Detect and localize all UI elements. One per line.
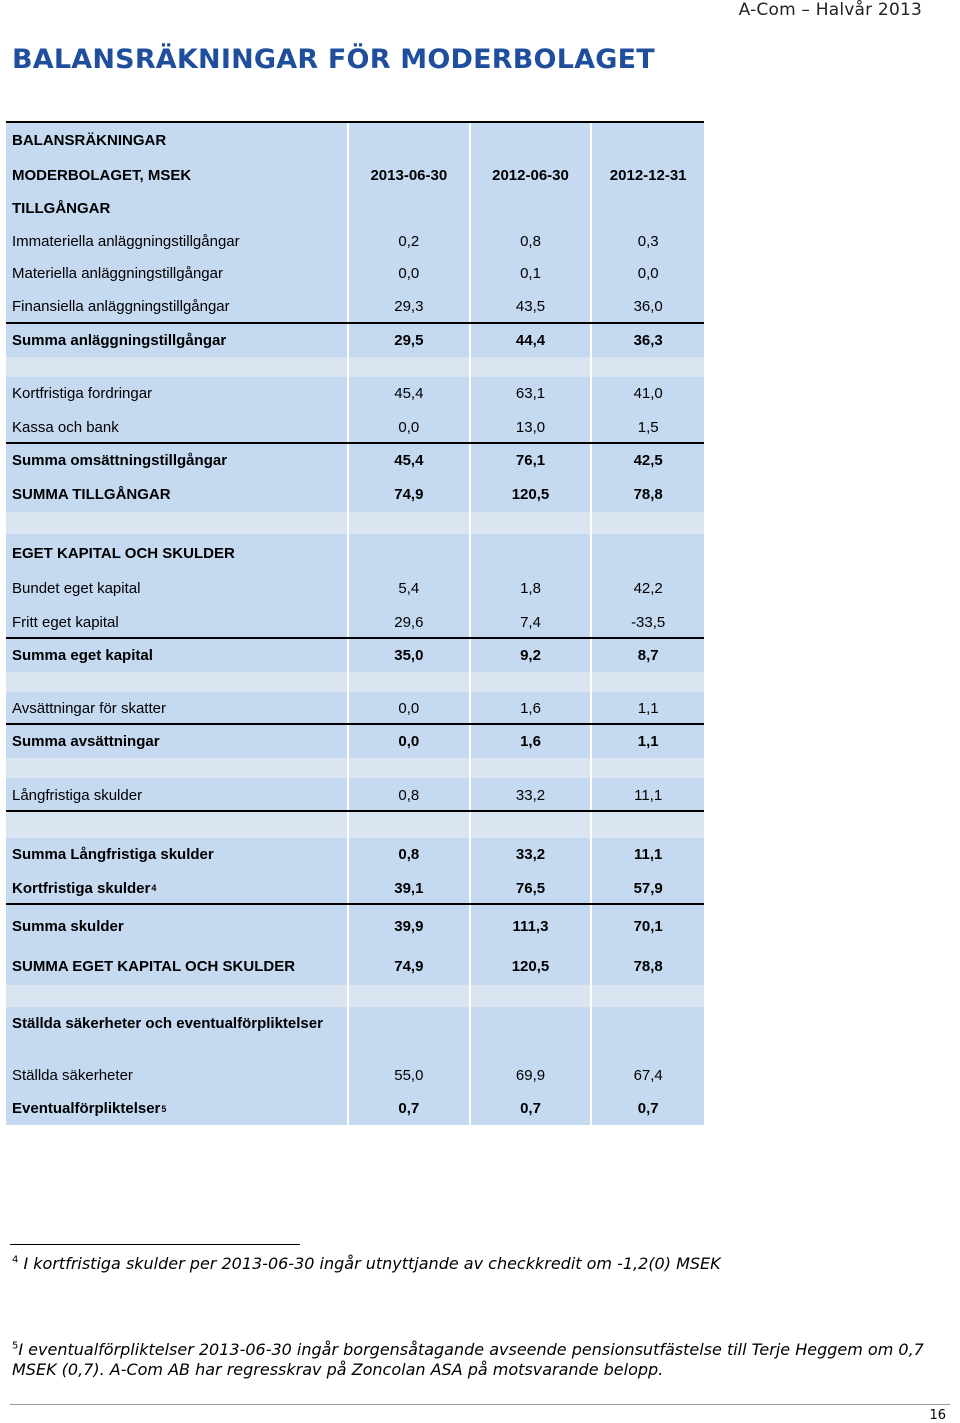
value-2012-06-30: 1,8	[471, 572, 591, 605]
value-2012-06-30: 111,3	[471, 905, 591, 948]
value-2013-06-30: 29,6	[349, 605, 469, 639]
value-2013-06-30: 0,0	[349, 258, 469, 289]
value-2013-06-30	[349, 812, 469, 838]
row-label: TILLGÅNGAR	[6, 192, 347, 225]
row-label: Ställda säkerheter	[6, 1059, 347, 1092]
value-2012-06-30	[471, 672, 591, 692]
value-2012-12-31: 70,1	[592, 905, 704, 948]
table-row	[6, 123, 704, 158]
row-label-text: Kortfristiga skulder	[12, 879, 151, 897]
value-2012-06-30: 120,5	[471, 948, 591, 985]
table-row	[6, 258, 704, 289]
row-label	[6, 672, 347, 692]
row-label: Summa omsättningstillgångar	[6, 444, 347, 477]
row-label: Kassa och bank	[6, 410, 347, 444]
table-row	[6, 692, 704, 725]
value-2012-06-30: 1,6	[471, 725, 591, 758]
value-2013-06-30: 29,3	[349, 289, 469, 324]
row-label: Avsättningar för skatter	[6, 692, 347, 725]
section-heading: Ställda säkerheter och eventualförpliktelser	[6, 1007, 347, 1059]
table-spacer-row	[6, 758, 704, 778]
row-label: Summa skulder	[6, 905, 347, 948]
table-row	[6, 1007, 704, 1059]
row-label	[6, 812, 347, 838]
value-2013-06-30	[349, 357, 469, 377]
table-spacer-row	[6, 357, 704, 377]
footnote-separator	[10, 1244, 300, 1245]
value-2012-06-30: 76,1	[471, 444, 591, 477]
page-number: 16	[929, 1408, 946, 1423]
value-2012-06-30: 7,4	[471, 605, 591, 639]
row-label: SUMMA EGET KAPITAL OCH SKULDER	[6, 948, 347, 985]
value-2012-06-30	[471, 1007, 591, 1059]
value-2012-06-30	[471, 512, 591, 534]
value-2012-12-31: 36,3	[592, 324, 704, 357]
table-row	[6, 225, 704, 258]
row-label: Summa avsättningar	[6, 725, 347, 758]
value-2013-06-30: 5,4	[349, 572, 469, 605]
value-2012-12-31: 78,8	[592, 948, 704, 985]
footnote-4	[12, 1254, 947, 1274]
value-2013-06-30	[349, 985, 469, 1007]
value-2012-06-30: 76,5	[471, 871, 591, 905]
value-2012-06-30	[471, 123, 591, 158]
value-2013-06-30: 55,0	[349, 1059, 469, 1092]
value-2012-12-31: 42,5	[592, 444, 704, 477]
footnote-4-text: I kortfristiga skulder per 2013-06-30 ingår utnyttjande av checkkredit om -1,2(0) MSEK	[23, 1254, 721, 1273]
value-2013-06-30: 29,5	[349, 324, 469, 357]
footer-divider	[10, 1404, 950, 1405]
value-2012-12-31	[592, 1007, 704, 1059]
row-label: Kortfristiga fordringar	[6, 377, 347, 410]
row-label: Materiella anläggningstillgångar	[6, 258, 347, 289]
value-2012-12-31: -33,5	[592, 605, 704, 639]
row-label: Kortfristiga skulder 4	[6, 871, 347, 905]
table-row	[6, 289, 704, 324]
table-row	[6, 192, 704, 225]
table-row	[6, 1059, 704, 1092]
value-2012-12-31: 8,7	[592, 639, 704, 672]
value-2012-12-31: 0,3	[592, 225, 704, 258]
row-label: Summa eget kapital	[6, 639, 347, 672]
value-2013-06-30	[349, 1007, 469, 1059]
column-header-2013-06-30: 2013-06-30	[349, 158, 469, 192]
value-2012-12-31: 11,1	[592, 778, 704, 812]
row-label: Summa Långfristiga skulder	[6, 838, 347, 871]
value-2012-12-31	[592, 123, 704, 158]
value-2013-06-30: 74,9	[349, 477, 469, 512]
table-row	[6, 534, 704, 572]
value-2013-06-30: 74,9	[349, 948, 469, 985]
value-2012-12-31: 42,2	[592, 572, 704, 605]
value-2012-12-31: 0,7	[592, 1092, 704, 1125]
table-row	[6, 725, 704, 758]
value-2012-12-31: 67,4	[592, 1059, 704, 1092]
value-2012-12-31	[592, 512, 704, 534]
table-row	[6, 572, 704, 605]
table-row	[6, 158, 704, 192]
value-2013-06-30	[349, 534, 469, 572]
value-2012-06-30: 0,7	[471, 1092, 591, 1125]
value-2012-06-30	[471, 985, 591, 1007]
value-2012-12-31: 78,8	[592, 477, 704, 512]
value-2013-06-30: 0,0	[349, 692, 469, 725]
value-2012-12-31: 36,0	[592, 289, 704, 324]
row-label	[6, 758, 347, 778]
table-spacer-row	[6, 512, 704, 534]
value-2012-12-31: 1,1	[592, 725, 704, 758]
value-2012-06-30: 69,9	[471, 1059, 591, 1092]
column-header-2012-06-30: 2012-06-30	[471, 158, 591, 192]
value-2012-12-31: 41,0	[592, 377, 704, 410]
value-2012-06-30	[471, 534, 591, 572]
row-label	[6, 985, 347, 1007]
value-2012-12-31	[592, 812, 704, 838]
table-row	[6, 444, 704, 477]
value-2012-12-31: 57,9	[592, 871, 704, 905]
table-row	[6, 905, 704, 948]
value-2013-06-30	[349, 512, 469, 534]
table-row	[6, 871, 704, 905]
value-2013-06-30: 45,4	[349, 444, 469, 477]
value-2013-06-30	[349, 192, 469, 225]
value-2012-06-30: 9,2	[471, 639, 591, 672]
row-label: Finansiella anläggningstillgångar	[6, 289, 347, 324]
table-row	[6, 477, 704, 512]
value-2012-06-30	[471, 758, 591, 778]
value-2013-06-30: 0,2	[349, 225, 469, 258]
value-2012-12-31: 11,1	[592, 838, 704, 871]
table-row	[6, 838, 704, 871]
column-header-2012-12-31: 2012-12-31	[592, 158, 704, 192]
value-2013-06-30: 0,0	[349, 725, 469, 758]
value-2013-06-30: 0,0	[349, 410, 469, 444]
table-row	[6, 639, 704, 672]
value-2012-12-31	[592, 758, 704, 778]
table-row	[6, 410, 704, 444]
value-2012-12-31	[592, 985, 704, 1007]
table-row	[6, 324, 704, 357]
row-label: Eventualförpliktelser 5	[6, 1092, 347, 1125]
value-2012-06-30: 1,6	[471, 692, 591, 725]
table-row	[6, 1092, 704, 1125]
running-header: A-Com – Halvår 2013	[738, 0, 922, 20]
value-2012-06-30: 44,4	[471, 324, 591, 357]
value-2012-12-31: 1,5	[592, 410, 704, 444]
row-label: Långfristiga skulder	[6, 778, 347, 812]
value-2013-06-30: 0,7	[349, 1092, 469, 1125]
value-2013-06-30: 39,1	[349, 871, 469, 905]
row-label	[6, 357, 347, 377]
table-row	[6, 778, 704, 812]
value-2013-06-30: 0,8	[349, 778, 469, 812]
value-2012-12-31	[592, 192, 704, 225]
value-2013-06-30: 45,4	[349, 377, 469, 410]
value-2012-12-31	[592, 672, 704, 692]
table-spacer-row	[6, 672, 704, 692]
row-label	[6, 512, 347, 534]
value-2012-06-30: 33,2	[471, 778, 591, 812]
value-2012-06-30: 0,8	[471, 225, 591, 258]
row-label: Immateriella anläggningstillgångar	[6, 225, 347, 258]
table-row	[6, 948, 704, 985]
value-2012-06-30: 43,5	[471, 289, 591, 324]
table-spacer-row	[6, 812, 704, 838]
value-2012-12-31	[592, 534, 704, 572]
value-2013-06-30	[349, 672, 469, 692]
value-2013-06-30: 0,8	[349, 838, 469, 871]
balance-sheet-table	[6, 121, 704, 1125]
footnote-5	[12, 1340, 947, 1380]
value-2013-06-30	[349, 123, 469, 158]
value-2012-06-30	[471, 812, 591, 838]
value-2013-06-30	[349, 758, 469, 778]
footnote-mark-5: 5	[12, 1340, 19, 1352]
value-2012-06-30: 13,0	[471, 410, 591, 444]
row-label: SUMMA TILLGÅNGAR	[6, 477, 347, 512]
value-2012-06-30: 120,5	[471, 477, 591, 512]
value-2012-06-30: 63,1	[471, 377, 591, 410]
value-2012-06-30	[471, 357, 591, 377]
value-2012-06-30: 33,2	[471, 838, 591, 871]
table-row	[6, 377, 704, 410]
value-2013-06-30: 35,0	[349, 639, 469, 672]
page-title: BALANSRÄKNINGAR FÖR MODERBOLAGET	[12, 44, 655, 75]
table-spacer-row	[6, 985, 704, 1007]
row-label: Summa anläggningstillgångar	[6, 324, 347, 357]
value-2012-06-30: 0,1	[471, 258, 591, 289]
value-2012-12-31: 1,1	[592, 692, 704, 725]
row-label: MODERBOLAGET, MSEK	[6, 158, 347, 192]
table-row	[6, 605, 704, 639]
value-2012-12-31: 0,0	[592, 258, 704, 289]
row-label: Fritt eget kapital	[6, 605, 347, 639]
footnote-mark-4: 4	[12, 1254, 19, 1266]
value-2012-12-31	[592, 357, 704, 377]
row-label: Bundet eget kapital	[6, 572, 347, 605]
row-label-text: Eventualförpliktelser	[12, 1100, 161, 1117]
value-2012-06-30	[471, 192, 591, 225]
footnote-5-text: I eventualförpliktelser 2013-06-30 ingår borgensåtagande avseende pensionsutfästelse till Terje Heggem om 0,7 MSEK (0,7). A-Com AB har regresskrav på Zoncolan ASA på motsvarande belopp.	[12, 1340, 924, 1379]
row-label: BALANSRÄKNINGAR	[6, 123, 347, 158]
value-2013-06-30: 39,9	[349, 905, 469, 948]
section-heading: EGET KAPITAL OCH SKULDER	[6, 534, 347, 572]
